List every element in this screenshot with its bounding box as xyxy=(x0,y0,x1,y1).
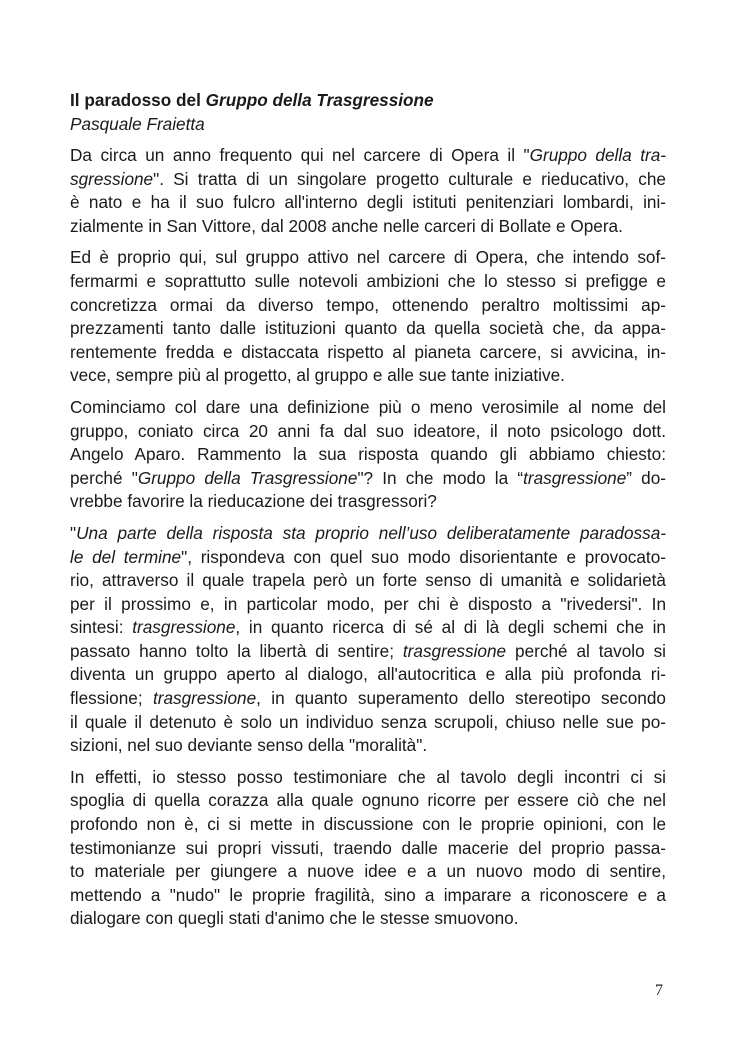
text-line xyxy=(70,813,666,837)
text: è nato e ha il suo fulcro all'interno degli istituti penitenziari lombardi, ini- xyxy=(70,192,666,213)
article-title-italic: Gruppo della Trasgressione xyxy=(205,90,434,110)
text-line xyxy=(70,396,666,420)
text-line xyxy=(70,191,666,215)
paragraph xyxy=(70,144,666,238)
text: Da circa un anno frequento qui nel carcere di Opera il " xyxy=(70,145,530,165)
page-number: 7 xyxy=(655,982,663,999)
text: diventa un gruppo aperto al dialogo, all'autocritica e alla più profonda ri- xyxy=(70,664,666,685)
text: il quale il detenuto è solo un individuo senza scrupoli, chiuso nelle sue po- xyxy=(70,711,666,732)
text: Cominciamo col dare una definizione più o meno verosimile al nome del xyxy=(70,396,666,417)
text-line xyxy=(70,341,666,365)
text-line xyxy=(70,317,666,341)
article-title-plain: Il paradosso del xyxy=(70,90,206,110)
article xyxy=(70,88,666,931)
italic-text: Gruppo della Trasgressione xyxy=(137,467,358,488)
italic-text: trasgressione xyxy=(402,640,507,661)
text-line xyxy=(70,837,666,861)
text-line xyxy=(70,420,666,444)
text: dialogare con quegli stati d'animo che le stesse smuovono. xyxy=(70,908,519,929)
text-line xyxy=(70,766,666,790)
paragraph xyxy=(70,522,666,758)
text: passato hanno tolto la libertà di sentire; xyxy=(70,640,403,661)
text-line xyxy=(70,860,666,884)
text-line xyxy=(70,144,666,168)
text: Ed è proprio qui, sul gruppo attivo nel carcere di Opera, che intendo sof- xyxy=(70,247,666,268)
text: flessione; xyxy=(70,688,153,709)
text-line xyxy=(70,215,666,239)
italic-text: Una parte della risposta sta proprio nell’uso deliberatamente paradossa- xyxy=(76,522,666,543)
text: Angelo Aparo. Rammento la sua risposta quando gli abbiamo chiesto: xyxy=(70,444,666,465)
text: spoglia di quella corazza alla quale ognuno ricorre per essere ciò che nel xyxy=(70,790,666,811)
text: gruppo, coniato circa 20 anni fa dal suo ideatore, il noto psicologo dott. xyxy=(70,420,666,441)
text: , in quanto superamento dello stereotipo secondo xyxy=(256,688,666,709)
text: profondo non è, ci si mette in discussione con le proprie opinioni, con le xyxy=(70,814,666,835)
paragraph xyxy=(70,396,666,514)
article-author: Pasquale Fraietta xyxy=(70,114,205,134)
text-line xyxy=(70,270,666,294)
text-line xyxy=(70,522,666,546)
text: " xyxy=(70,522,77,543)
text: mettendo a "nudo" le proprie fragilità, sino a imparare a riconoscere e a xyxy=(70,884,666,905)
text: testimonianze sui propri vissuti, traendo dalle macerie del proprio passa- xyxy=(70,837,666,858)
paragraph xyxy=(70,246,666,388)
text-line xyxy=(70,640,666,664)
text-line xyxy=(70,687,666,711)
text-line xyxy=(70,443,666,467)
text-line xyxy=(70,616,666,640)
italic-text: trasgressione xyxy=(152,688,257,709)
text: to materiale per giungere a nuove idee e a un nuovo modo di sentire, xyxy=(70,861,666,882)
italic-text: trasgressione xyxy=(132,617,236,638)
text-line xyxy=(70,364,666,388)
text-line xyxy=(70,593,666,617)
text-line xyxy=(70,546,666,570)
text-line xyxy=(70,907,666,931)
paragraph xyxy=(70,766,666,931)
text: fermarmi e soprattutto sulle notevoli ambizioni che lo stesso si prefigge e xyxy=(70,270,666,291)
text: vece, sempre più al progetto, al gruppo e alle sue tante iniziative. xyxy=(70,365,565,386)
italic-text: le del termine xyxy=(70,546,182,567)
text-line xyxy=(70,467,666,491)
text: per il prossimo e, in particolar modo, per chi è disposto a "rivedersi". In xyxy=(70,593,666,614)
text-line xyxy=(70,884,666,908)
article-title xyxy=(70,88,666,112)
text: ” do- xyxy=(626,467,666,488)
italic-text: sgressione xyxy=(70,168,154,189)
article-body xyxy=(70,144,666,931)
text: perché " xyxy=(70,467,138,488)
text: , in quanto ricerca di sé al di là degli schemi che in xyxy=(235,617,666,638)
text: In effetti, io stesso posso testimoniare che al tavolo degli incontri ci si xyxy=(70,766,666,787)
italic-text: trasgressione xyxy=(523,467,627,488)
text-line xyxy=(70,294,666,318)
text-line xyxy=(70,663,666,687)
text: zialmente in San Vittore, dal 2008 anche nelle carceri di Bollate e Opera. xyxy=(70,215,623,236)
text: perché al tavolo si xyxy=(506,640,666,661)
text-line xyxy=(70,711,666,735)
text: ", rispondeva con quel suo modo disorientante e provocato- xyxy=(181,546,666,567)
text: vrebbe favorire la rieducazione dei trasgressori? xyxy=(70,491,437,512)
text: prezzamenti tanto dalle istituzioni quanto da quella società che, da appa- xyxy=(70,318,666,339)
text: ". Si tratta di un singolare progetto culturale e rieducativo, che xyxy=(153,168,666,189)
text: sintesi: xyxy=(70,617,133,638)
text-line xyxy=(70,734,666,758)
text-line xyxy=(70,246,666,270)
text: concretizza ormai da diverso tempo, ottenendo peraltro moltissimi ap- xyxy=(70,294,666,315)
text-line xyxy=(70,789,666,813)
text: sizioni, nel suo deviante senso della "moralità". xyxy=(70,735,428,756)
italic-text: Gruppo della tra- xyxy=(529,145,666,165)
text-line xyxy=(70,168,666,192)
text: rio, attraverso il quale trapela però un forte senso di umanità e solidarietà xyxy=(70,570,666,591)
text: "? In che modo la “ xyxy=(357,467,524,488)
text: rentemente fredda e distaccata rispetto al pianeta carcere, si avvicina, in- xyxy=(70,341,666,362)
text-line xyxy=(70,569,666,593)
text-line xyxy=(70,490,666,514)
